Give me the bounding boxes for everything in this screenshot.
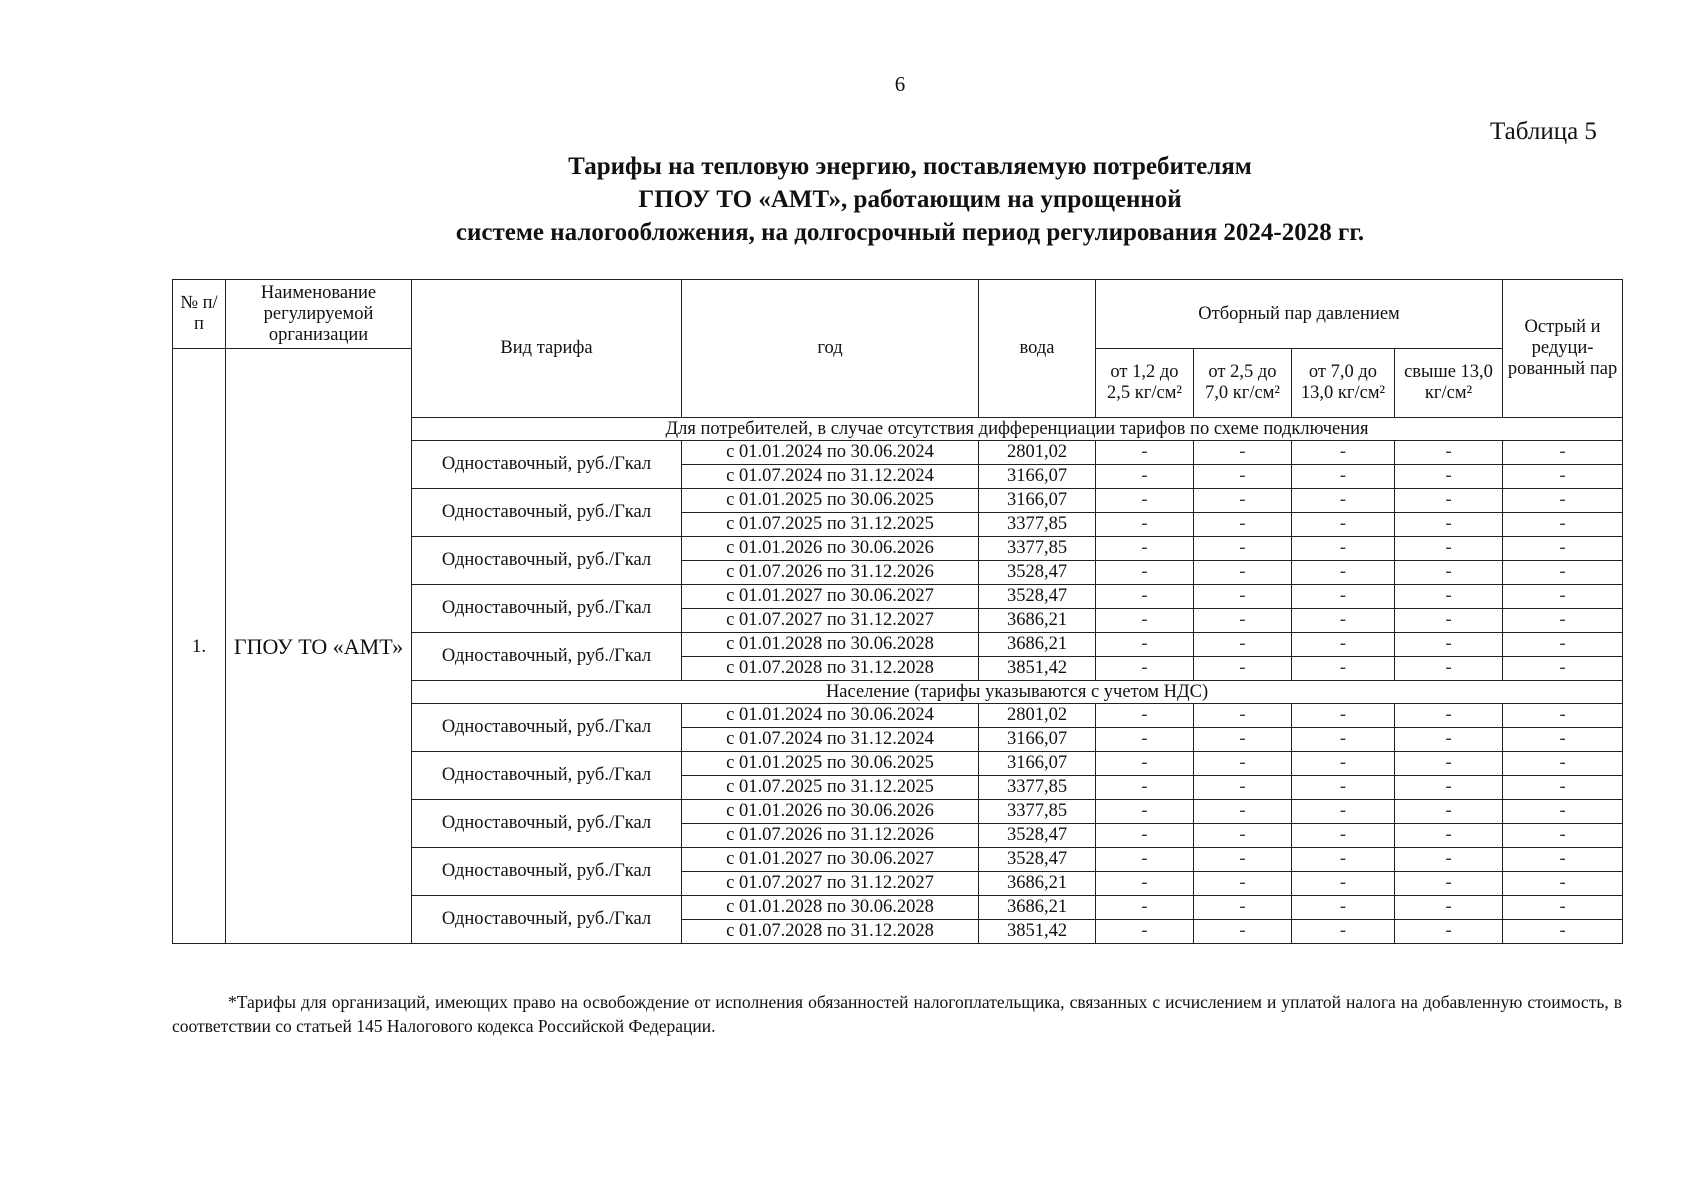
water-value: 3377,85 <box>979 776 1096 800</box>
empty-value: - <box>1503 848 1623 872</box>
empty-value: - <box>1292 633 1395 657</box>
empty-value: - <box>1395 609 1503 633</box>
empty-value: - <box>1395 920 1503 944</box>
empty-value: - <box>1503 824 1623 848</box>
period: с 01.07.2025 по 31.12.2025 <box>682 513 979 537</box>
empty-value: - <box>1096 872 1194 896</box>
header-water: вода <box>979 280 1096 418</box>
water-value: 3166,07 <box>979 752 1096 776</box>
period: с 01.01.2028 по 30.06.2028 <box>682 633 979 657</box>
period: с 01.07.2028 по 31.12.2028 <box>682 657 979 681</box>
water-value: 3377,85 <box>979 800 1096 824</box>
empty-value: - <box>1395 585 1503 609</box>
empty-value: - <box>1096 800 1194 824</box>
empty-value: - <box>1194 561 1292 585</box>
organization-name: ГПОУ ТО «АМТ» <box>226 349 412 944</box>
empty-value: - <box>1395 441 1503 465</box>
water-value: 3686,21 <box>979 872 1096 896</box>
empty-value: - <box>1096 704 1194 728</box>
water-value: 3528,47 <box>979 848 1096 872</box>
empty-value: - <box>1096 728 1194 752</box>
period: с 01.01.2027 по 30.06.2027 <box>682 585 979 609</box>
tariff-type: Одноставочный, руб./Гкал <box>412 752 682 800</box>
empty-value: - <box>1096 585 1194 609</box>
period: с 01.07.2027 по 31.12.2027 <box>682 609 979 633</box>
water-value: 3166,07 <box>979 465 1096 489</box>
empty-value: - <box>1292 728 1395 752</box>
period: с 01.01.2024 по 30.06.2024 <box>682 441 979 465</box>
page-number: 6 <box>894 72 906 96</box>
empty-value: - <box>1503 896 1623 920</box>
empty-value: - <box>1096 657 1194 681</box>
empty-value: - <box>1292 752 1395 776</box>
empty-value: - <box>1503 728 1623 752</box>
header-year: год <box>682 280 979 418</box>
tariff-type: Одноставочный, руб./Гкал <box>412 489 682 537</box>
water-value: 3528,47 <box>979 824 1096 848</box>
empty-value: - <box>1194 848 1292 872</box>
empty-value: - <box>1395 728 1503 752</box>
empty-value: - <box>1096 896 1194 920</box>
section-title: Для потребителей, в случае отсутствия дифференциации тарифов по схеме подключения <box>412 418 1623 441</box>
period: с 01.07.2027 по 31.12.2027 <box>682 872 979 896</box>
period: с 01.07.2024 по 31.12.2024 <box>682 728 979 752</box>
water-value: 3528,47 <box>979 585 1096 609</box>
empty-value: - <box>1395 489 1503 513</box>
empty-value: - <box>1292 585 1395 609</box>
empty-value: - <box>1292 609 1395 633</box>
tariff-type: Одноставочный, руб./Гкал <box>412 848 682 896</box>
empty-value: - <box>1395 704 1503 728</box>
footnote: *Тарифы для организаций, имеющих право на освобождение от исполнения обязанностей налогоплательщика, связанных с исчислением и уплатой налога на добавленную стоимость, в соответствии со статьей 145 Налогового кодекса Российской Федерации. <box>172 992 1622 1036</box>
empty-value: - <box>1292 465 1395 489</box>
empty-value: - <box>1503 633 1623 657</box>
empty-value: - <box>1395 800 1503 824</box>
empty-value: - <box>1194 609 1292 633</box>
empty-value: - <box>1395 752 1503 776</box>
water-value: 2801,02 <box>979 704 1096 728</box>
empty-value: - <box>1292 441 1395 465</box>
header-sharp-steam: Острый и редуци-рованный пар <box>1503 280 1623 418</box>
empty-value: - <box>1503 920 1623 944</box>
tariff-type: Одноставочный, руб./Гкал <box>412 537 682 585</box>
empty-value: - <box>1395 872 1503 896</box>
period: с 01.07.2025 по 31.12.2025 <box>682 776 979 800</box>
period: с 01.01.2026 по 30.06.2026 <box>682 800 979 824</box>
empty-value: - <box>1503 704 1623 728</box>
period: с 01.01.2026 по 30.06.2026 <box>682 537 979 561</box>
empty-value: - <box>1395 896 1503 920</box>
header-row <box>173 280 1623 349</box>
tariff-table <box>172 279 1623 944</box>
water-value: 3166,07 <box>979 489 1096 513</box>
empty-value: - <box>1503 800 1623 824</box>
tariff-type: Одноставочный, руб./Гкал <box>412 800 682 848</box>
empty-value: - <box>1395 776 1503 800</box>
header-num: № п/п <box>173 280 226 349</box>
empty-value: - <box>1292 896 1395 920</box>
empty-value: - <box>1194 824 1292 848</box>
empty-value: - <box>1096 752 1194 776</box>
empty-value: - <box>1395 633 1503 657</box>
empty-value: - <box>1503 561 1623 585</box>
period: с 01.01.2027 по 30.06.2027 <box>682 848 979 872</box>
empty-value: - <box>1194 752 1292 776</box>
tariff-type: Одноставочный, руб./Гкал <box>412 704 682 752</box>
empty-value: - <box>1194 513 1292 537</box>
empty-value: - <box>1395 657 1503 681</box>
empty-value: - <box>1096 513 1194 537</box>
empty-value: - <box>1395 513 1503 537</box>
period: с 01.01.2025 по 30.06.2025 <box>682 752 979 776</box>
empty-value: - <box>1096 489 1194 513</box>
tariff-type: Одноставочный, руб./Гкал <box>412 633 682 681</box>
period: с 01.01.2028 по 30.06.2028 <box>682 896 979 920</box>
empty-value: - <box>1395 561 1503 585</box>
period: с 01.07.2026 по 31.12.2026 <box>682 824 979 848</box>
empty-value: - <box>1096 848 1194 872</box>
empty-value: - <box>1292 776 1395 800</box>
empty-value: - <box>1096 537 1194 561</box>
tariff-type: Одноставочный, руб./Гкал <box>412 585 682 633</box>
empty-value: - <box>1194 896 1292 920</box>
empty-value: - <box>1292 800 1395 824</box>
water-value: 3377,85 <box>979 537 1096 561</box>
water-value: 3686,21 <box>979 609 1096 633</box>
empty-value: - <box>1292 704 1395 728</box>
tariff-type: Одноставочный, руб./Гкал <box>412 896 682 944</box>
empty-value: - <box>1292 537 1395 561</box>
empty-value: - <box>1194 633 1292 657</box>
empty-value: - <box>1194 800 1292 824</box>
empty-value: - <box>1395 824 1503 848</box>
empty-value: - <box>1194 537 1292 561</box>
header-org: Наименование регулируемой организации <box>226 280 412 349</box>
empty-value: - <box>1096 561 1194 585</box>
empty-value: - <box>1292 872 1395 896</box>
empty-value: - <box>1503 585 1623 609</box>
empty-value: - <box>1395 537 1503 561</box>
period: с 01.07.2024 по 31.12.2024 <box>682 465 979 489</box>
empty-value: - <box>1194 657 1292 681</box>
water-value: 2801,02 <box>979 441 1096 465</box>
empty-value: - <box>1194 489 1292 513</box>
header-pressure-1: от 1,2 до 2,5 кг/см² <box>1096 349 1194 418</box>
empty-value: - <box>1503 872 1623 896</box>
empty-value: - <box>1096 441 1194 465</box>
empty-value: - <box>1096 920 1194 944</box>
empty-value: - <box>1292 848 1395 872</box>
water-value: 3851,42 <box>979 657 1096 681</box>
empty-value: - <box>1292 513 1395 537</box>
water-value: 3686,21 <box>979 633 1096 657</box>
empty-value: - <box>1503 489 1623 513</box>
tariff-type: Одноставочный, руб./Гкал <box>412 441 682 489</box>
empty-value: - <box>1292 824 1395 848</box>
empty-value: - <box>1292 489 1395 513</box>
empty-value: - <box>1292 561 1395 585</box>
empty-value: - <box>1194 776 1292 800</box>
empty-value: - <box>1503 752 1623 776</box>
water-value: 3528,47 <box>979 561 1096 585</box>
empty-value: - <box>1194 920 1292 944</box>
empty-value: - <box>1503 537 1623 561</box>
empty-value: - <box>1096 633 1194 657</box>
empty-value: - <box>1292 920 1395 944</box>
header-pressure-2: от 2,5 до 7,0 кг/см² <box>1194 349 1292 418</box>
empty-value: - <box>1096 465 1194 489</box>
empty-value: - <box>1194 872 1292 896</box>
empty-value: - <box>1503 513 1623 537</box>
empty-value: - <box>1096 824 1194 848</box>
header-pressure-3: от 7,0 до 13,0 кг/см² <box>1292 349 1395 418</box>
empty-value: - <box>1194 441 1292 465</box>
empty-value: - <box>1503 776 1623 800</box>
empty-value: - <box>1096 609 1194 633</box>
title-line: ГПОУ ТО «АМТ», работающим на упрощенной <box>638 186 1182 213</box>
row-number: 1. <box>173 349 226 944</box>
water-value: 3166,07 <box>979 728 1096 752</box>
empty-value: - <box>1395 465 1503 489</box>
water-value: 3686,21 <box>979 896 1096 920</box>
empty-value: - <box>1503 657 1623 681</box>
empty-value: - <box>1292 657 1395 681</box>
empty-value: - <box>1194 728 1292 752</box>
empty-value: - <box>1194 465 1292 489</box>
empty-value: - <box>1395 848 1503 872</box>
empty-value: - <box>1096 776 1194 800</box>
title-line: системе налогообложения, на долгосрочный период регулирования 2024-2028 гг. <box>455 219 1365 246</box>
period: с 01.07.2028 по 31.12.2028 <box>682 920 979 944</box>
header-pressure-4: свыше 13,0 кг/см² <box>1395 349 1503 418</box>
empty-value: - <box>1503 465 1623 489</box>
table-label: Таблица 5 <box>1490 118 1597 145</box>
period: с 01.01.2025 по 30.06.2025 <box>682 489 979 513</box>
period: с 01.07.2026 по 31.12.2026 <box>682 561 979 585</box>
empty-value: - <box>1194 704 1292 728</box>
header-tariff-type: Вид тарифа <box>412 280 682 418</box>
section-title: Население (тарифы указываются с учетом НДС) <box>412 681 1623 704</box>
empty-value: - <box>1194 585 1292 609</box>
period: с 01.01.2024 по 30.06.2024 <box>682 704 979 728</box>
empty-value: - <box>1503 609 1623 633</box>
document-title <box>170 150 1650 249</box>
water-value: 3851,42 <box>979 920 1096 944</box>
title-line: Тарифы на тепловую энергию, поставляемую потребителям <box>568 153 1252 180</box>
empty-value: - <box>1503 441 1623 465</box>
water-value: 3377,85 <box>979 513 1096 537</box>
header-steam-group: Отборный пар давлением <box>1096 280 1503 349</box>
